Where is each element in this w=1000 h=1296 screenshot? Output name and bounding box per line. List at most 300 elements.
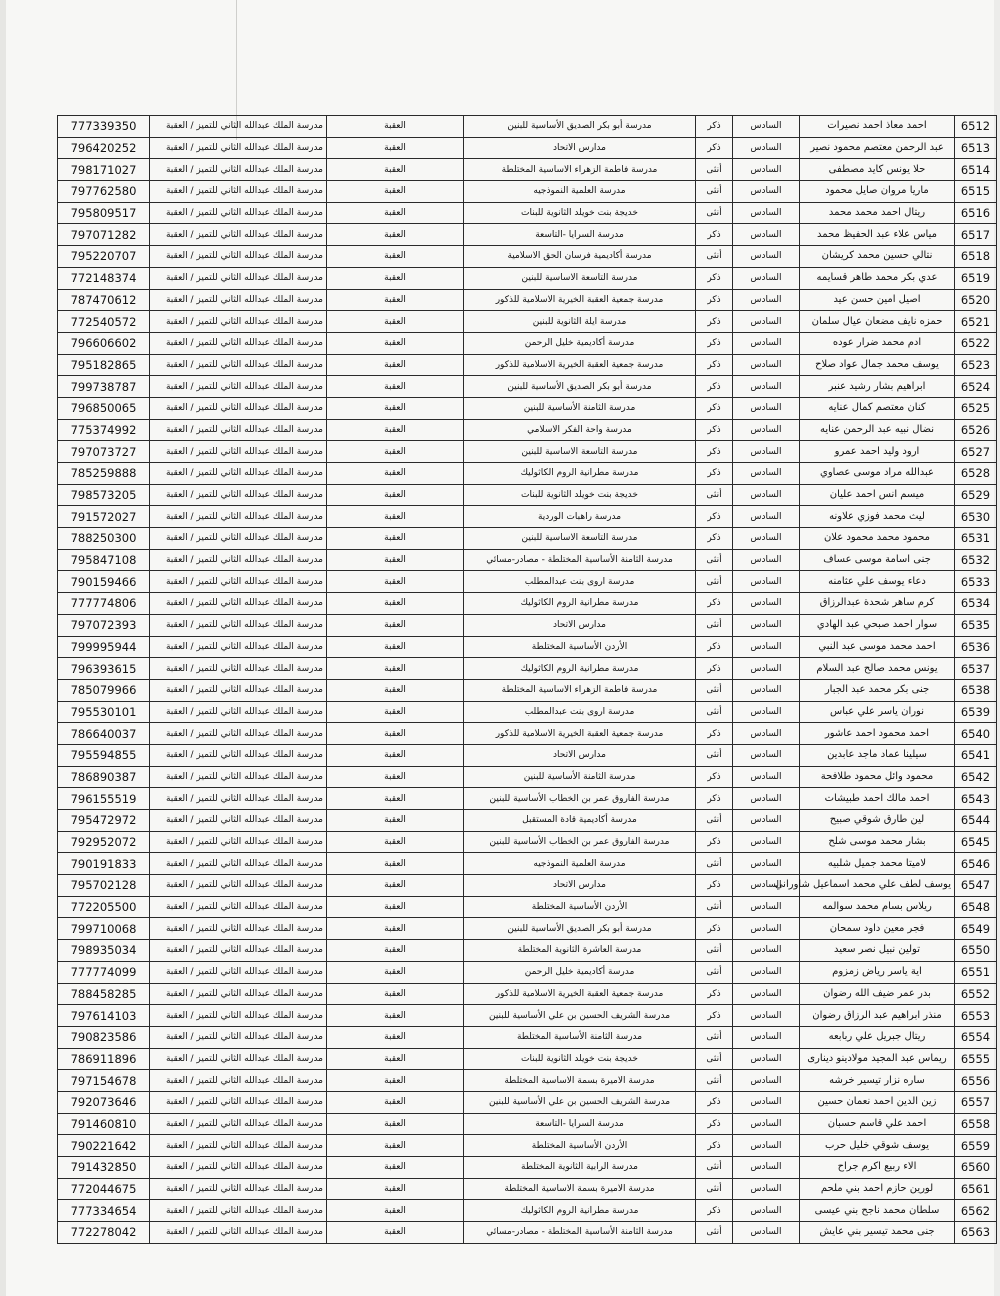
table-row (58, 679, 997, 701)
student-name-cell: ادم محمد ضرار عوده (800, 332, 955, 354)
gender-cell: أنثى (696, 679, 733, 701)
serial-number-cell: 6531 (955, 528, 997, 550)
serial-number-cell: 6525 (955, 397, 997, 419)
grade-cell: السادس (733, 549, 800, 571)
table-row (58, 354, 997, 376)
grade-cell: السادس (733, 1222, 800, 1244)
directorate-cell: العقبة (327, 1026, 464, 1048)
student-name-cell: يوسف شوقي خليل حرب (800, 1135, 955, 1157)
gender-cell: ذكر (696, 528, 733, 550)
exam-center-cell: مدرسة الملك عبدالله الثاني للتميز / العقبة (150, 1026, 327, 1048)
serial-number-cell: 6521 (955, 311, 997, 333)
directorate-cell: العقبة (327, 224, 464, 246)
school-cell: مدرسة السرايا -التاسعة (464, 224, 696, 246)
serial-number-cell: 6532 (955, 549, 997, 571)
gender-cell: أنثى (696, 1048, 733, 1070)
directorate-cell: العقبة (327, 289, 464, 311)
exam-center-cell: مدرسة الملك عبدالله الثاني للتميز / العقبة (150, 875, 327, 897)
directorate-cell: العقبة (327, 549, 464, 571)
directorate-cell: العقبة (327, 202, 464, 224)
grade-cell: السادس (733, 441, 800, 463)
phone-cell: 790823586 (58, 1026, 150, 1048)
directorate-cell: العقبة (327, 940, 464, 962)
phone-cell: 797072393 (58, 614, 150, 636)
table-row (58, 896, 997, 918)
grade-cell: السادس (733, 419, 800, 441)
table-row (58, 1113, 997, 1135)
grade-cell: السادس (733, 289, 800, 311)
grade-cell: السادس (733, 744, 800, 766)
grade-cell: السادس (733, 701, 800, 723)
school-cell: مدرسة العاشرة الثانوية المختلطة (464, 940, 696, 962)
student-name-cell: اية ياسر رياض زمزوم (800, 961, 955, 983)
exam-center-cell: مدرسة الملك عبدالله الثاني للتميز / العقبة (150, 376, 327, 398)
table-row (58, 1200, 997, 1222)
serial-number-cell: 6520 (955, 289, 997, 311)
directorate-cell: العقبة (327, 484, 464, 506)
grade-cell: السادس (733, 376, 800, 398)
serial-number-cell: 6515 (955, 181, 997, 203)
directorate-cell: العقبة (327, 463, 464, 485)
school-cell: مدرسة اروى بنت عبدالمطلب (464, 571, 696, 593)
gender-cell: ذكر (696, 788, 733, 810)
exam-center-cell: مدرسة الملك عبدالله الثاني للتميز / العقبة (150, 1048, 327, 1070)
school-cell: مدرسة التاسعة الاساسية للبنين (464, 528, 696, 550)
school-cell: مدرسة راهبات الوردية (464, 506, 696, 528)
exam-center-cell: مدرسة الملك عبدالله الثاني للتميز / العقبة (150, 636, 327, 658)
serial-number-cell: 6540 (955, 723, 997, 745)
directorate-cell: العقبة (327, 744, 464, 766)
table-row (58, 289, 997, 311)
exam-center-cell: مدرسة الملك عبدالله الثاني للتميز / العقبة (150, 701, 327, 723)
gender-cell: ذكر (696, 116, 733, 138)
serial-number-cell: 6523 (955, 354, 997, 376)
directorate-cell: العقبة (327, 116, 464, 138)
serial-number-cell: 6549 (955, 918, 997, 940)
school-cell: مدرسة الفاروق عمر بن الخطاب الأساسية للبنين (464, 788, 696, 810)
school-cell: مدرسة الثامنة الأساسية المختلطة - مصادر-مسائي (464, 1222, 696, 1244)
table-row (58, 159, 997, 181)
serial-number-cell: 6539 (955, 701, 997, 723)
phone-cell: 777334654 (58, 1200, 150, 1222)
exam-center-cell: مدرسة الملك عبدالله الثاني للتميز / العقبة (150, 810, 327, 832)
exam-center-cell: مدرسة الملك عبدالله الثاني للتميز / العقبة (150, 766, 327, 788)
serial-number-cell: 6554 (955, 1026, 997, 1048)
directorate-cell: العقبة (327, 1200, 464, 1222)
phone-cell: 792952072 (58, 831, 150, 853)
serial-number-cell: 6558 (955, 1113, 997, 1135)
exam-center-cell: مدرسة الملك عبدالله الثاني للتميز / العقبة (150, 137, 327, 159)
gender-cell: أنثى (696, 1070, 733, 1092)
directorate-cell: العقبة (327, 1178, 464, 1200)
directorate-cell: العقبة (327, 354, 464, 376)
gender-cell: ذكر (696, 1091, 733, 1113)
phone-cell: 791432850 (58, 1157, 150, 1179)
exam-center-cell: مدرسة الملك عبدالله الثاني للتميز / العقبة (150, 1091, 327, 1113)
student-name-cell: ماريا مروان صايل محمود (800, 181, 955, 203)
gender-cell: ذكر (696, 137, 733, 159)
exam-center-cell: مدرسة الملك عبدالله الثاني للتميز / العقبة (150, 224, 327, 246)
table-row (58, 1070, 997, 1092)
exam-center-cell: مدرسة الملك عبدالله الثاني للتميز / العقبة (150, 614, 327, 636)
table-row (58, 788, 997, 810)
phone-cell: 797073727 (58, 441, 150, 463)
gender-cell: ذكر (696, 267, 733, 289)
directorate-cell: العقبة (327, 528, 464, 550)
phone-cell: 798573205 (58, 484, 150, 506)
serial-number-cell: 6560 (955, 1157, 997, 1179)
exam-center-cell: مدرسة الملك عبدالله الثاني للتميز / العقبة (150, 1070, 327, 1092)
phone-cell: 795530101 (58, 701, 150, 723)
gender-cell: ذكر (696, 289, 733, 311)
gender-cell: ذكر (696, 766, 733, 788)
table-row (58, 224, 997, 246)
exam-center-cell: مدرسة الملك عبدالله الثاني للتميز / العقبة (150, 1157, 327, 1179)
school-cell: مدرسة أبو بكر الصديق الأساسية للبنين (464, 376, 696, 398)
serial-number-cell: 6530 (955, 506, 997, 528)
grade-cell: السادس (733, 1048, 800, 1070)
serial-number-cell: 6526 (955, 419, 997, 441)
serial-number-cell: 6555 (955, 1048, 997, 1070)
table-row (58, 593, 997, 615)
school-cell: مدرسة التاسعة الاساسية للبنين (464, 441, 696, 463)
gender-cell: ذكر (696, 332, 733, 354)
gender-cell: ذكر (696, 593, 733, 615)
gender-cell: ذكر (696, 636, 733, 658)
table-row (58, 1005, 997, 1027)
directorate-cell: العقبة (327, 896, 464, 918)
student-name-cell: ريتال جبريل علي ربابعه (800, 1026, 955, 1048)
grade-cell: السادس (733, 332, 800, 354)
directorate-cell: العقبة (327, 723, 464, 745)
school-cell: مدرسة مطرانية الروم الكاثوليك (464, 1200, 696, 1222)
student-name-cell: تولين نبيل نصر سعيد (800, 940, 955, 962)
serial-number-cell: 6535 (955, 614, 997, 636)
gender-cell: أنثى (696, 484, 733, 506)
exam-center-cell: مدرسة الملك عبدالله الثاني للتميز / العقبة (150, 918, 327, 940)
gender-cell: أنثى (696, 181, 733, 203)
serial-number-cell: 6528 (955, 463, 997, 485)
grade-cell: السادس (733, 484, 800, 506)
phone-cell: 795220707 (58, 246, 150, 268)
grade-cell: السادس (733, 918, 800, 940)
serial-number-cell: 6513 (955, 137, 997, 159)
student-name-cell: جنى بكر محمد عبد الجبار (800, 679, 955, 701)
student-name-cell: بدر عمر ضيف الله رضوان (800, 983, 955, 1005)
phone-cell: 777774806 (58, 593, 150, 615)
gender-cell: ذكر (696, 463, 733, 485)
table-row (58, 766, 997, 788)
directorate-cell: العقبة (327, 419, 464, 441)
phone-cell: 796850065 (58, 397, 150, 419)
serial-number-cell: 6538 (955, 679, 997, 701)
serial-number-cell: 6556 (955, 1070, 997, 1092)
school-cell: مدرسة أكاديمية خليل الرحمن (464, 961, 696, 983)
school-cell: مدرسة ايلة الثانوية للبنين (464, 311, 696, 333)
exam-center-cell: مدرسة الملك عبدالله الثاني للتميز / العقبة (150, 1200, 327, 1222)
serial-number-cell: 6546 (955, 853, 997, 875)
gender-cell: أنثى (696, 961, 733, 983)
gender-cell: ذكر (696, 1005, 733, 1027)
table-row (58, 853, 997, 875)
directorate-cell: العقبة (327, 137, 464, 159)
phone-cell: 788250300 (58, 528, 150, 550)
table-row (58, 1026, 997, 1048)
table-row (58, 463, 997, 485)
table-row (58, 658, 997, 680)
school-cell: مدرسة الثامنة الأساسية للبنين (464, 766, 696, 788)
grade-cell: السادس (733, 397, 800, 419)
gender-cell: ذكر (696, 419, 733, 441)
student-name-cell: منذر ابراهيم عبد الرزاق رضوان (800, 1005, 955, 1027)
phone-cell: 796155519 (58, 788, 150, 810)
exam-center-cell: مدرسة الملك عبدالله الثاني للتميز / العقبة (150, 853, 327, 875)
phone-cell: 797762580 (58, 181, 150, 203)
serial-number-cell: 6544 (955, 810, 997, 832)
gender-cell: أنثى (696, 810, 733, 832)
school-cell: الأردن الأساسية المختلطة (464, 896, 696, 918)
gender-cell: ذكر (696, 397, 733, 419)
table-row (58, 202, 997, 224)
exam-center-cell: مدرسة الملك عبدالله الثاني للتميز / العقبة (150, 961, 327, 983)
table-row (58, 116, 997, 138)
school-cell: مدرسة مطرانية الروم الكاثوليك (464, 463, 696, 485)
grade-cell: السادس (733, 1005, 800, 1027)
serial-number-cell: 6533 (955, 571, 997, 593)
phone-cell: 785079966 (58, 679, 150, 701)
phone-cell: 777339350 (58, 116, 150, 138)
school-cell: الأردن الأساسية المختلطة (464, 1135, 696, 1157)
serial-number-cell: 6562 (955, 1200, 997, 1222)
directorate-cell: العقبة (327, 1005, 464, 1027)
serial-number-cell: 6514 (955, 159, 997, 181)
school-cell: مدرسة أبو بكر الصديق الأساسية للبنين (464, 918, 696, 940)
grade-cell: السادس (733, 311, 800, 333)
school-cell: مدارس الاتحاد (464, 744, 696, 766)
table-row (58, 1135, 997, 1157)
exam-center-cell: مدرسة الملك عبدالله الثاني للتميز / العقبة (150, 679, 327, 701)
serial-number-cell: 6550 (955, 940, 997, 962)
directorate-cell: العقبة (327, 1048, 464, 1070)
phone-cell: 772278042 (58, 1222, 150, 1244)
table-row (58, 506, 997, 528)
directorate-cell: العقبة (327, 311, 464, 333)
directorate-cell: العقبة (327, 766, 464, 788)
directorate-cell: العقبة (327, 376, 464, 398)
serial-number-cell: 6542 (955, 766, 997, 788)
student-name-cell: احمد علي قاسم حسبان (800, 1113, 955, 1135)
serial-number-cell: 6512 (955, 116, 997, 138)
grade-cell: السادس (733, 896, 800, 918)
student-name-cell: بشار محمد موسى شلح (800, 831, 955, 853)
exam-center-cell: مدرسة الملك عبدالله الثاني للتميز / العقبة (150, 593, 327, 615)
table-row (58, 311, 997, 333)
directorate-cell: العقبة (327, 1113, 464, 1135)
student-name-cell: سيلينا عماد ماجد عابدين (800, 744, 955, 766)
exam-center-cell: مدرسة الملك عبدالله الثاني للتميز / العقبة (150, 441, 327, 463)
table-row (58, 875, 997, 897)
serial-number-cell: 6536 (955, 636, 997, 658)
table-row (58, 744, 997, 766)
phone-cell: 786911896 (58, 1048, 150, 1070)
school-cell: مدرسة العلمية النموذجيه (464, 853, 696, 875)
school-cell: مدرسة فاطمة الزهراء الاساسية المختلطة (464, 679, 696, 701)
gender-cell: أنثى (696, 202, 733, 224)
grade-cell: السادس (733, 224, 800, 246)
school-cell: مدرسة جمعية العقبة الخيرية الاسلامية للذكور (464, 289, 696, 311)
directorate-cell: العقبة (327, 701, 464, 723)
gender-cell: ذكر (696, 723, 733, 745)
table-row (58, 1178, 997, 1200)
grade-cell: السادس (733, 766, 800, 788)
student-name-cell: حمزه نايف مضعان عيال سلمان (800, 311, 955, 333)
exam-center-cell: مدرسة الملك عبدالله الثاني للتميز / العقبة (150, 658, 327, 680)
directorate-cell: العقبة (327, 831, 464, 853)
student-name-cell: نضال نبيه عبد الرحمن عنايه (800, 419, 955, 441)
table-row (58, 1222, 997, 1244)
page-left-edge (0, 0, 6, 1296)
student-name-cell: احمد محمود احمد عاشور (800, 723, 955, 745)
table-row (58, 419, 997, 441)
student-name-cell: فجر معين داود سمحان (800, 918, 955, 940)
exam-center-cell: مدرسة الملك عبدالله الثاني للتميز / العقبة (150, 267, 327, 289)
school-cell: مدرسة الاميرة بسمة الاساسية المختلطة (464, 1178, 696, 1200)
phone-cell: 790191833 (58, 853, 150, 875)
school-cell: مدرسة الاميرة بسمة الاساسية المختلطة (464, 1070, 696, 1092)
exam-center-cell: مدرسة الملك عبدالله الثاني للتميز / العقبة (150, 723, 327, 745)
directorate-cell: العقبة (327, 679, 464, 701)
grade-cell: السادس (733, 679, 800, 701)
phone-cell: 788458285 (58, 983, 150, 1005)
phone-cell: 772205500 (58, 896, 150, 918)
grade-cell: السادس (733, 961, 800, 983)
directorate-cell: العقبة (327, 397, 464, 419)
phone-cell: 772044675 (58, 1178, 150, 1200)
gender-cell: ذكر (696, 983, 733, 1005)
gender-cell: أنثى (696, 614, 733, 636)
exam-center-cell: مدرسة الملك عبدالله الثاني للتميز / العقبة (150, 744, 327, 766)
serial-number-cell: 6557 (955, 1091, 997, 1113)
directorate-cell: العقبة (327, 1070, 464, 1092)
serial-number-cell: 6552 (955, 983, 997, 1005)
serial-number-cell: 6551 (955, 961, 997, 983)
student-name-cell: سلطان محمد ناجح بني عيسى (800, 1200, 955, 1222)
student-name-cell: حلا يونس كايد مصطفى (800, 159, 955, 181)
school-cell: خديجة بنت خويلد الثانوية للبنات (464, 202, 696, 224)
student-name-cell: ارود وليد احمد عمرو (800, 441, 955, 463)
serial-number-cell: 6541 (955, 744, 997, 766)
student-name-cell: عبد الرحمن معتصم محمود نصير (800, 137, 955, 159)
table-row (58, 528, 997, 550)
school-cell: مدرسة الشريف الحسين بن علي الأساسية للبنين (464, 1005, 696, 1027)
grade-cell: السادس (733, 723, 800, 745)
student-name-cell: ساره نزار تيسير خرشه (800, 1070, 955, 1092)
school-cell: مدرسة الرابية الثانوية المختلطة (464, 1157, 696, 1179)
table-row (58, 571, 997, 593)
phone-cell: 791460810 (58, 1113, 150, 1135)
grade-cell: السادس (733, 831, 800, 853)
grade-cell: السادس (733, 1178, 800, 1200)
school-cell: مدرسة اروى بنت عبدالمطلب (464, 701, 696, 723)
table-row (58, 246, 997, 268)
exam-center-cell: مدرسة الملك عبدالله الثاني للتميز / العقبة (150, 159, 327, 181)
table-row (58, 376, 997, 398)
grade-cell: السادس (733, 853, 800, 875)
phone-cell: 787470612 (58, 289, 150, 311)
gender-cell: ذكر (696, 441, 733, 463)
school-cell: مدرسة العلمية النموذجيه (464, 181, 696, 203)
phone-cell: 799738787 (58, 376, 150, 398)
grade-cell: السادس (733, 875, 800, 897)
phone-cell: 791572027 (58, 506, 150, 528)
student-name-cell: محمود محمد محمود علان (800, 528, 955, 550)
directorate-cell: العقبة (327, 1222, 464, 1244)
gender-cell: ذكر (696, 658, 733, 680)
table-row (58, 332, 997, 354)
table-row (58, 723, 997, 745)
phone-cell: 795702128 (58, 875, 150, 897)
exam-center-cell: مدرسة الملك عبدالله الثاني للتميز / العقبة (150, 896, 327, 918)
gender-cell: أنثى (696, 744, 733, 766)
student-roster-table (57, 115, 997, 1244)
phone-cell: 795809517 (58, 202, 150, 224)
gender-cell: أنثى (696, 853, 733, 875)
serial-number-cell: 6545 (955, 831, 997, 853)
student-name-cell: عدي بكر محمد طاهر قسايمه (800, 267, 955, 289)
phone-cell: 796606602 (58, 332, 150, 354)
table-row (58, 701, 997, 723)
school-cell: خديجة بنت خويلد الثانوية للبنات (464, 484, 696, 506)
phone-cell: 798171027 (58, 159, 150, 181)
table-row (58, 614, 997, 636)
gender-cell: ذكر (696, 875, 733, 897)
phone-cell: 777774099 (58, 961, 150, 983)
gender-cell: أنثى (696, 159, 733, 181)
grade-cell: السادس (733, 1113, 800, 1135)
directorate-cell: العقبة (327, 571, 464, 593)
exam-center-cell: مدرسة الملك عبدالله الثاني للتميز / العقبة (150, 484, 327, 506)
directorate-cell: العقبة (327, 810, 464, 832)
table-row (58, 181, 997, 203)
serial-number-cell: 6534 (955, 593, 997, 615)
school-cell: مدارس الاتحاد (464, 137, 696, 159)
exam-center-cell: مدرسة الملك عبدالله الثاني للتميز / العقبة (150, 419, 327, 441)
gender-cell: ذكر (696, 918, 733, 940)
phone-cell: 796393615 (58, 658, 150, 680)
student-name-cell: احمد معاذ احمد نصيرات (800, 116, 955, 138)
grade-cell: السادس (733, 137, 800, 159)
grade-cell: السادس (733, 1135, 800, 1157)
phone-cell: 786640037 (58, 723, 150, 745)
school-cell: مدارس الاتحاد (464, 875, 696, 897)
grade-cell: السادس (733, 614, 800, 636)
phone-cell: 795182865 (58, 354, 150, 376)
directorate-cell: العقبة (327, 983, 464, 1005)
exam-center-cell: مدرسة الملك عبدالله الثاني للتميز / العقبة (150, 1178, 327, 1200)
table-row (58, 810, 997, 832)
directorate-cell: العقبة (327, 1135, 464, 1157)
grade-cell: السادس (733, 354, 800, 376)
table-row (58, 918, 997, 940)
exam-center-cell: مدرسة الملك عبدالله الثاني للتميز / العقبة (150, 571, 327, 593)
phone-cell: 797071282 (58, 224, 150, 246)
phone-cell: 772148374 (58, 267, 150, 289)
student-name-cell: عبدالله مراد موسى عصاوي (800, 463, 955, 485)
student-name-cell: نتالي حسين محمد كريشان (800, 246, 955, 268)
grade-cell: السادس (733, 1200, 800, 1222)
gender-cell: أنثى (696, 1178, 733, 1200)
school-cell: مدرسة التاسعة الاساسية للبنين (464, 267, 696, 289)
